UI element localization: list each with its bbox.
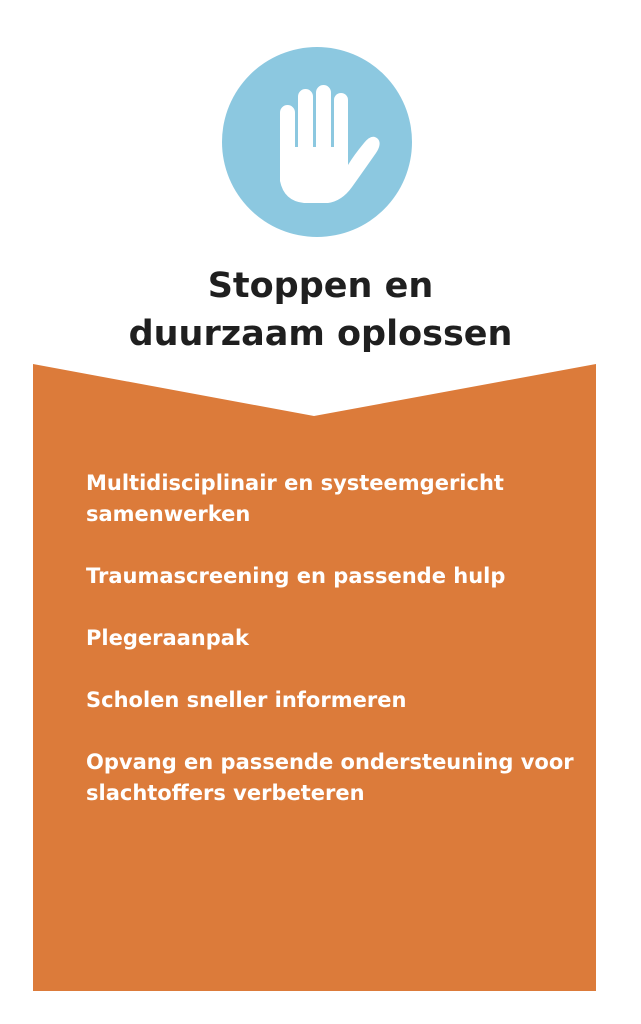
icon-circle xyxy=(222,47,412,237)
list-item: Scholen sneller informeren xyxy=(86,688,407,712)
list-item: Multidisciplinair en systeemgericht samenwerken xyxy=(86,471,504,526)
list-item: Plegeraanpak xyxy=(86,626,249,650)
stop-hand-icon xyxy=(222,47,412,237)
title-line-1: Stoppen en xyxy=(207,266,434,306)
list-item: Opvang en passende ondersteuning voor slachtoffers verbeteren xyxy=(86,750,574,805)
list-item: Traumascreening en passende hulp xyxy=(86,564,506,588)
orange-panel xyxy=(33,364,596,991)
title-line-2: duurzaam oplossen xyxy=(128,314,513,354)
page-title xyxy=(0,262,641,358)
item-list xyxy=(86,468,576,840)
